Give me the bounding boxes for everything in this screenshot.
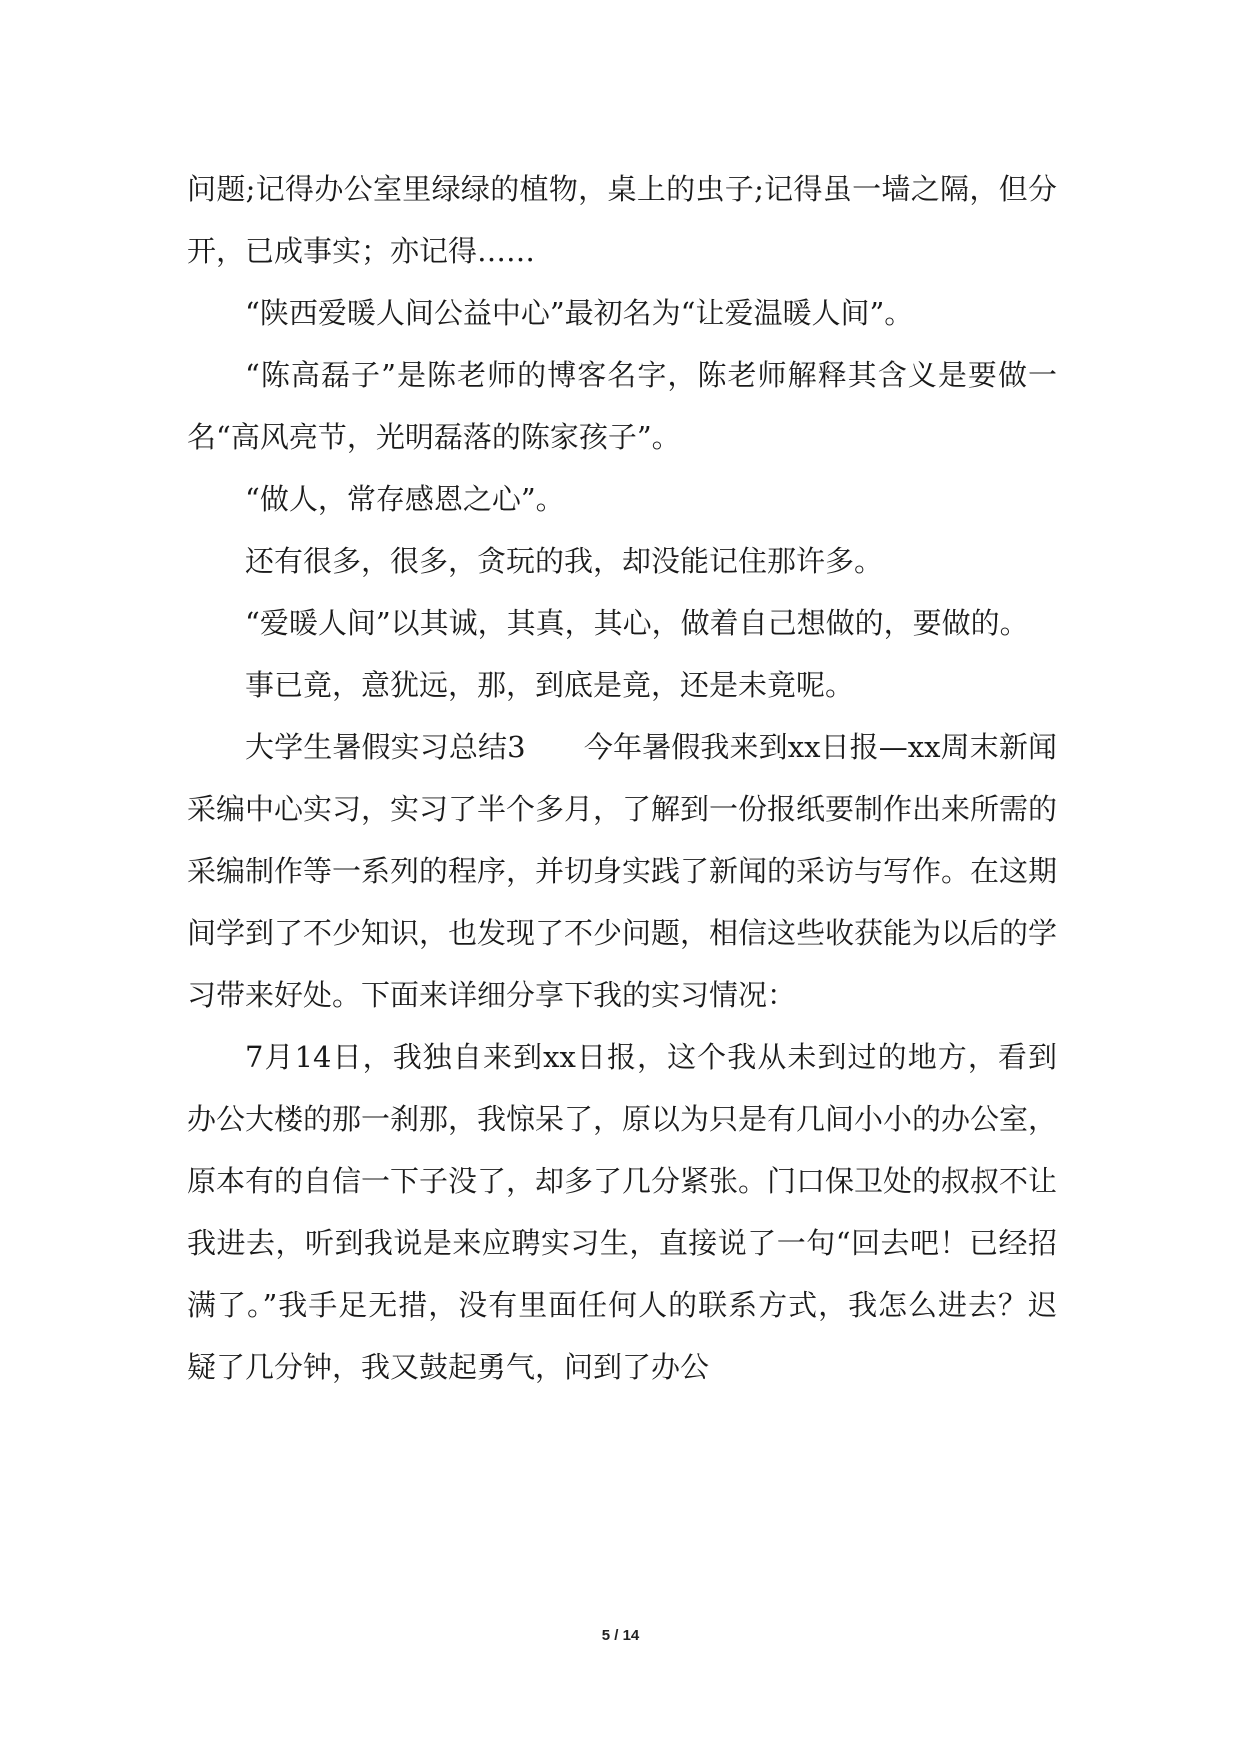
paragraph: “陕西爱暖人间公益中心”最初名为“让爱温暖人间”。 (245, 296, 914, 330)
paragraph: “爱暖人间”以其诚，其真，其心，做着自己想做的，要做的。 (245, 606, 1029, 640)
page-number: 5 / 14 (601, 1627, 640, 1644)
paragraph: 7月14日，我独自来到xx日报，这个我从未到过的地方，看到办公大楼的那一刹那，我惊呆了，原以为只是有几间小小的办公室，原本有的自信一下子没了，却多了几分紧张。门口保卫处的叔叔不让我进去，听到我说是来应聘实习生，直接说了一句“回去吧！已经招满了。”我手足无措，没有里面任何人的联系方式，我怎么进去？迟疑了几分钟，我又鼓起勇气，问到了办公 (187, 1040, 1058, 1384)
paragraph: “做人，常存感恩之心”。 (245, 482, 565, 516)
paragraph: 还有很多，很多，贪玩的我，却没能记住那许多。 (245, 544, 884, 578)
paragraph: 事已竟，意犹远，那，到底是竟，还是未竟呢。 (245, 668, 855, 702)
paragraph-continuation: 问题;记得办公室里绿绿的植物，桌上的虫子;记得虽一墙之隔，但分开，已成事实；亦记得…… (187, 172, 1057, 268)
document-body (187, 158, 1057, 1398)
paragraph: “陈高磊子”是陈老师的博客名字，陈老师解释其含义是要做一名“高风亮节，光明磊落的陈家孩子”。 (187, 358, 1057, 454)
paragraph-section-heading: 大学生暑假实习总结3 今年暑假我来到xx日报—xx周末新闻采编中心实习，实习了半个多月，了解到一份报纸要制作出来所需的采编制作等一系列的程序，并切身实践了新闻的采访与写作。在这期间学到了不少知识，也发现了不少问题，相信这些收获能为以后的学习带来好处。下面来详细分享下我的实习情况： (187, 730, 1058, 1012)
